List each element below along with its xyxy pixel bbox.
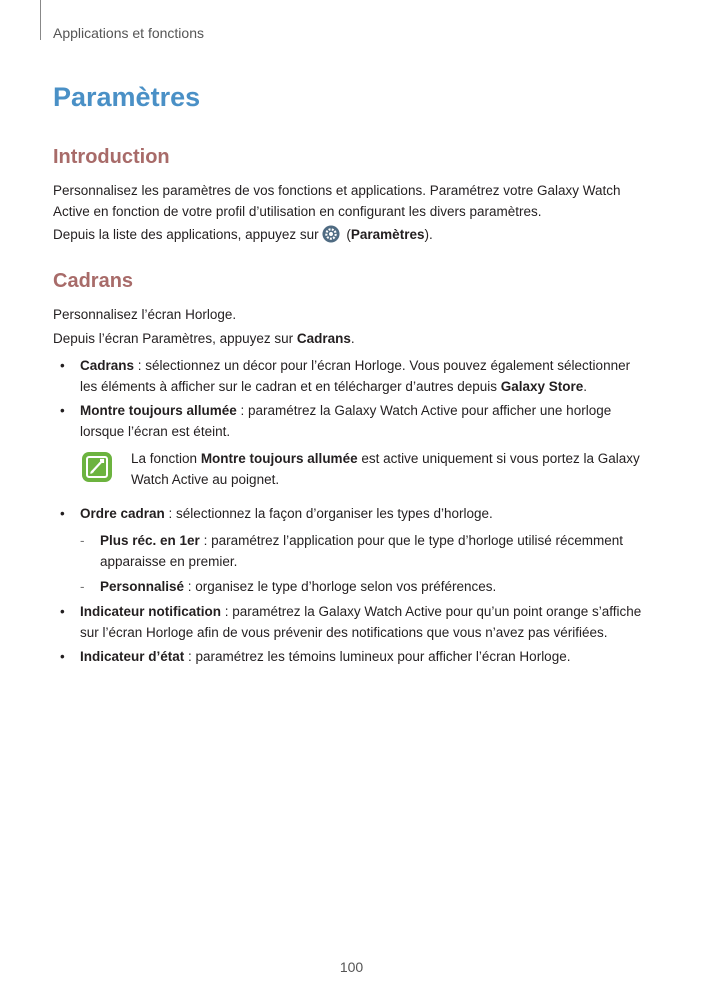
settings-gear-icon: [322, 225, 340, 243]
page-number: 100: [339, 959, 364, 975]
note-text: La fonction Montre toujours allumée est active uniquement si vous portez la Galaxy Watch Active au poignet.: [131, 451, 640, 487]
section-heading-cadrans: Cadrans: [53, 270, 134, 292]
header-rule: [40, 0, 41, 40]
cadrans-paragraph: Personnalisez l’écran Horloge.: [53, 307, 237, 322]
bullet-marker: •: [60, 358, 65, 373]
note-icon: [81, 451, 113, 483]
bullet-marker: •: [60, 604, 65, 619]
bullet-marker: •: [60, 649, 65, 664]
dash-marker: -: [80, 579, 85, 594]
intro-instruction: Depuis la liste des applications, appuyez sur (Paramètres).: [53, 227, 433, 242]
intro-paragraph: Personnalisez les paramètres de vos fonctions et applications. Paramétrez votre Galaxy Watch Active en fonction de votre profil d’utilisation en configurant les divers paramètres.: [53, 183, 621, 219]
dash-marker: -: [80, 533, 85, 548]
cadrans-instruction: Depuis l’écran Paramètres, appuyez sur Cadrans.: [53, 331, 355, 346]
page-title: Paramètres: [53, 82, 201, 112]
section-heading-introduction: Introduction: [53, 146, 170, 168]
bullet-marker: •: [60, 403, 65, 418]
bullet-marker: •: [60, 506, 65, 521]
chapter-title: Applications et fonctions: [53, 25, 204, 41]
